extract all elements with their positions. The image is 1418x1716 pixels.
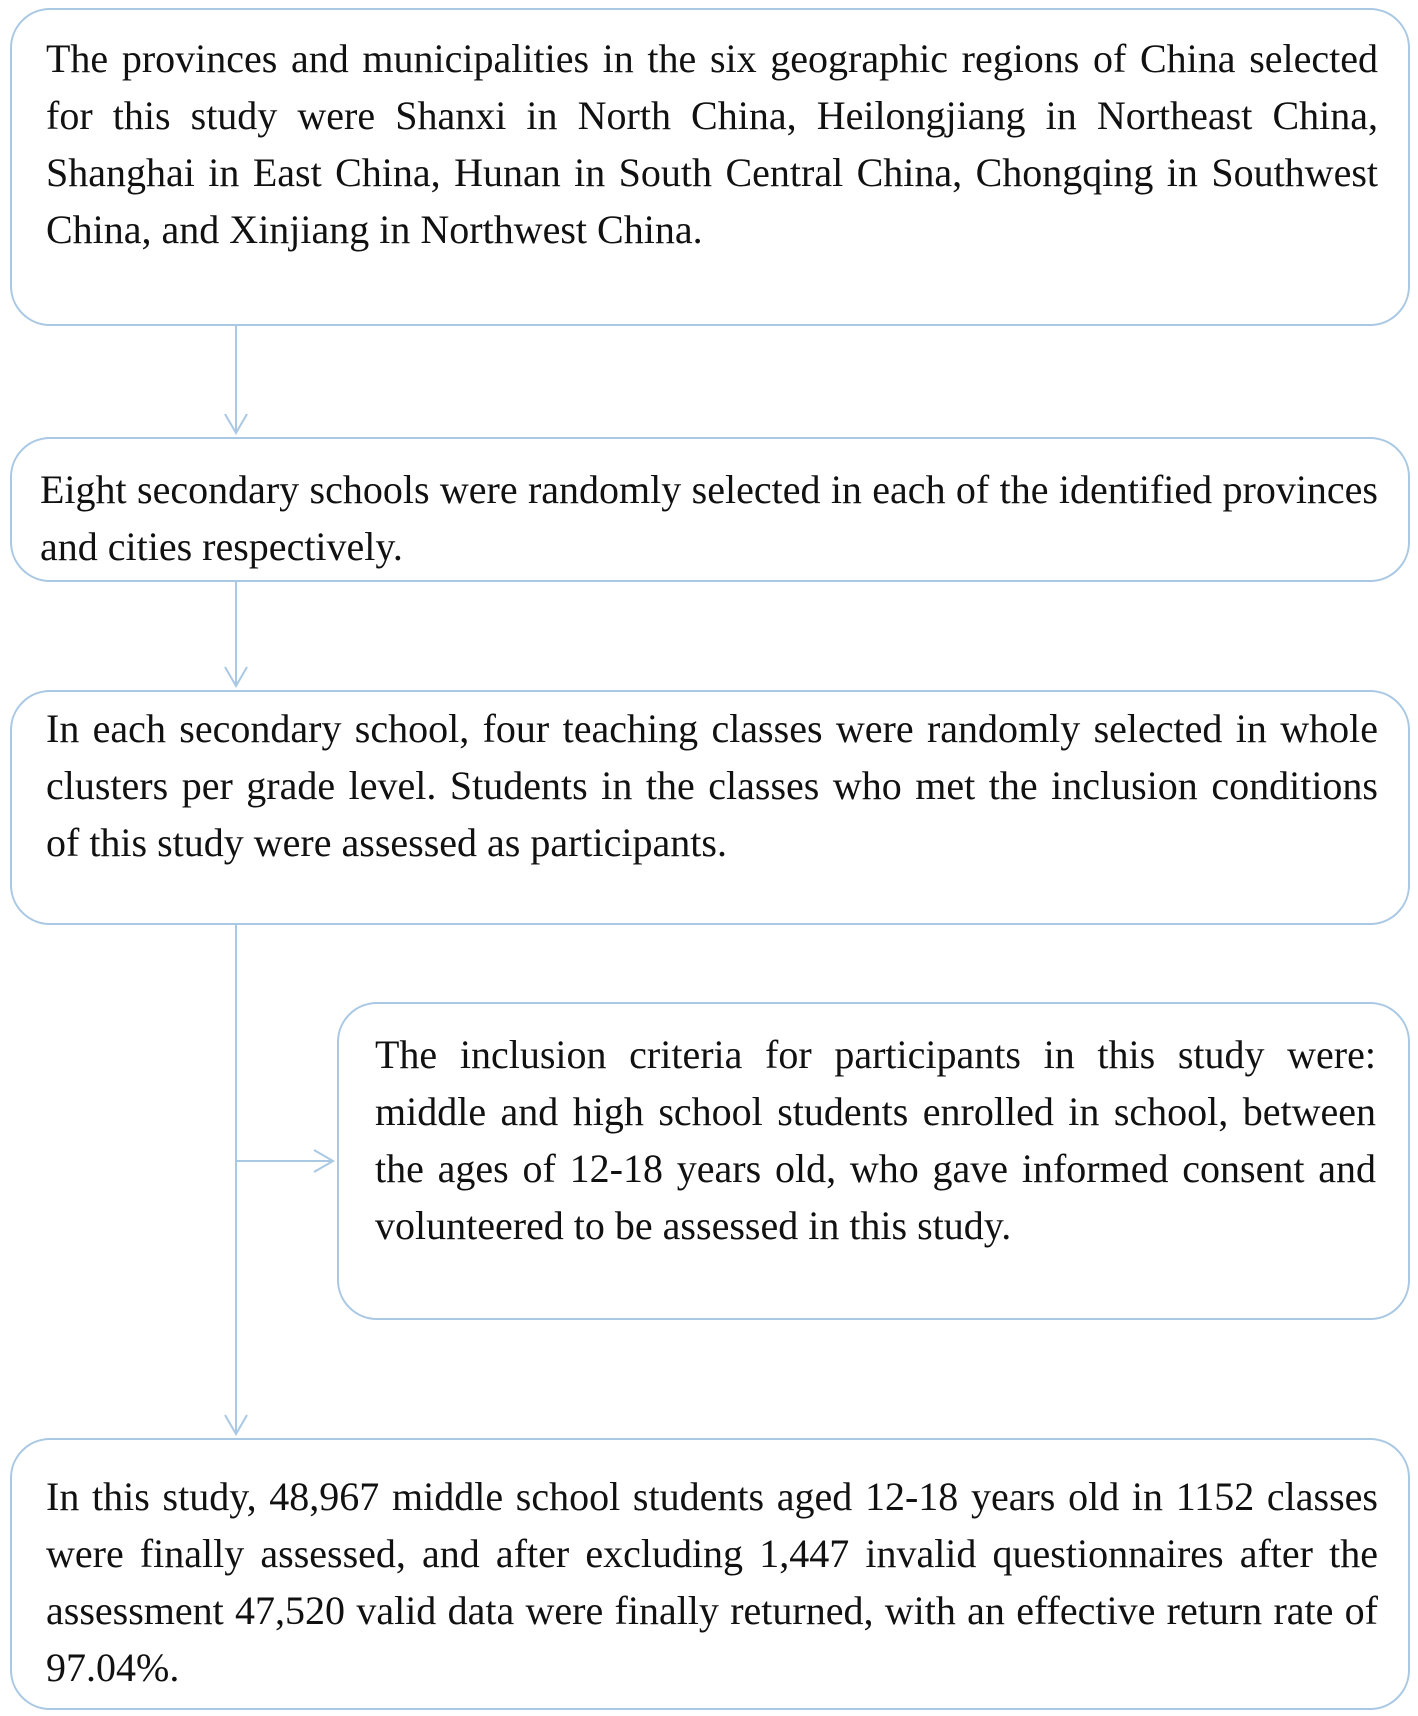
- step-classes-text: In each secondary school, four teaching classes were randomly selected in whole clusters per grade level. Students in the classes who met the inclusion conditions of this study were assessed as participants.: [46, 706, 1378, 865]
- final-sample-text: In this study, 48,967 middle school students aged 12-18 years old in 1152 classes were finally assessed, and after excluding 1,447 invalid questionnaires after the assessment 47,520 valid data were finally returned, with an effective return rate of 97.04%.: [46, 1474, 1378, 1690]
- final-sample-box: [10, 1438, 1410, 1710]
- step-schools-box: [10, 437, 1410, 582]
- step-regions-text: The provinces and municipalities in the six geographic regions of China selected for this study were Shanxi in North China, Heilongjiang in Northeast China, Shanghai in East China, Hunan in South Central China, Chongqing in Southwest China, and Xinjiang in Northwest China.: [46, 36, 1378, 252]
- step-classes-box: [10, 690, 1410, 925]
- inclusion-criteria-text: The inclusion criteria for participants in this study were: middle and high school students enrolled in school, between the ages of 12-18 years old, who gave informed consent and volunteered to be assessed in this study.: [375, 1032, 1376, 1248]
- arrowhead-branch-to-criteria: [314, 1150, 333, 1172]
- arrowhead-3-to-5: [225, 1415, 247, 1434]
- step-schools-text: Eight secondary schools were randomly selected in each of the identified provinces and cities respectively.: [40, 467, 1378, 569]
- step-regions-box: [10, 8, 1410, 326]
- arrowhead-1-to-2: [225, 414, 247, 433]
- arrowhead-2-to-3: [225, 667, 247, 686]
- inclusion-criteria-box: [337, 1002, 1410, 1320]
